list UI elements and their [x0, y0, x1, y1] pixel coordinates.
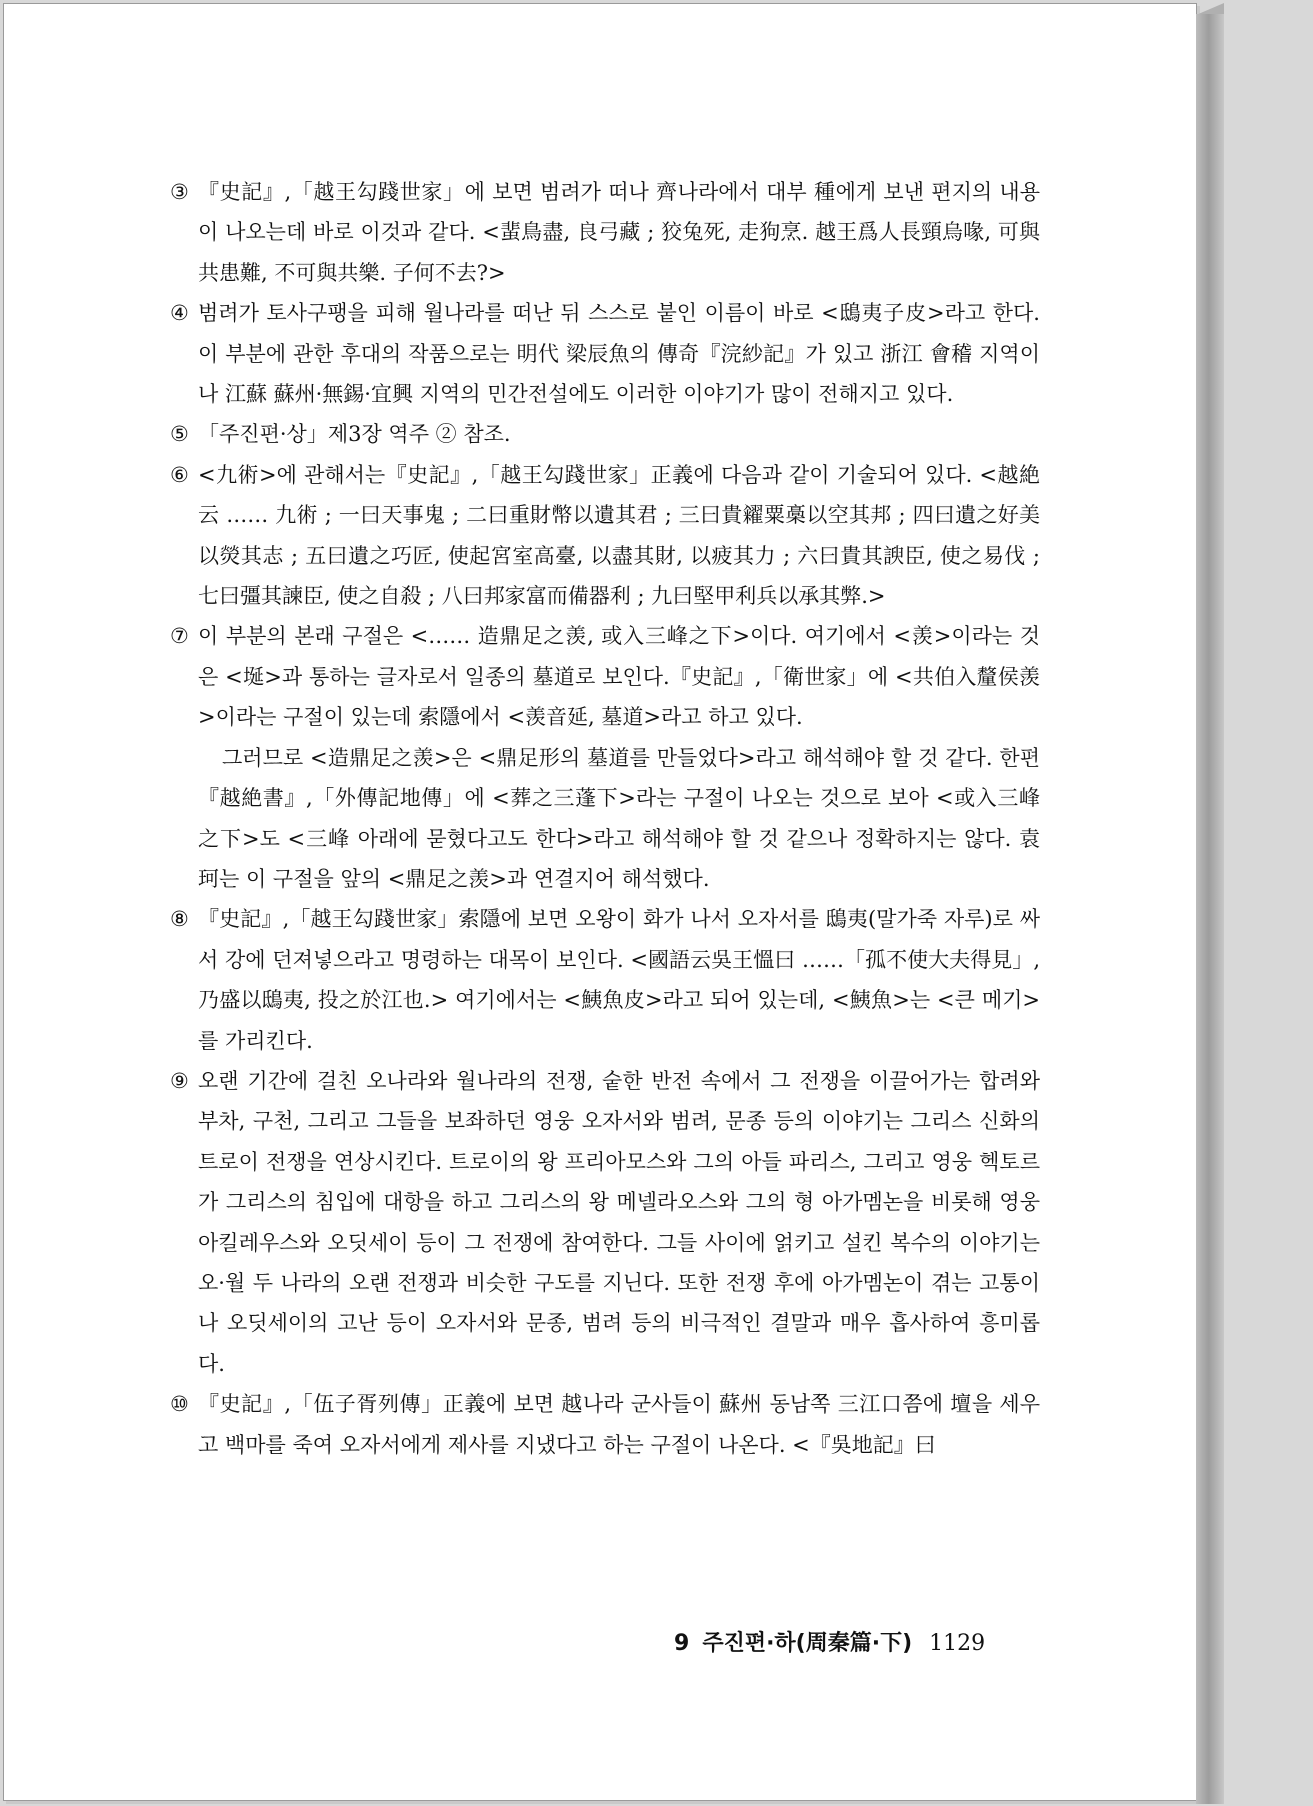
footnote-paragraph: 그러므로 <造鼎足之羡>은 <鼎足形의 墓道를 만들었다>라고 해석해야 할 것 같다. 한편『越絶書』,「外傳記地傳」에 <葬之三蓬下>라는 구절이 나오는 것으로 보아 <或入三峰之下>도 <三峰 아래에 묻혔다고도 한다>라고 해석해야 할 것 같으나 정확하지는 않다. 袁珂는 이 구절을 앞의 <鼎足之羡>과 연결지어 해석했다.: [198, 745, 1040, 891]
book-page: [3, 3, 1197, 1801]
footnote-4: [170, 293, 1040, 414]
footnote-8: [170, 899, 1040, 1061]
footnote-text: 범려가 토사구팽을 피해 월나라를 떠난 뒤 스스로 붙인 이름이 바로 <鴟夷子皮>라고 한다. 이 부분에 관한 후대의 작품으로는 明代 梁辰魚의 傳奇『浣紗記』가 있고 浙江 會稽 지역이나 江蘇 蘇州·無錫·宜興 지역의 민간전설에도 이러한 이야기가 많이 전해지고 있다.: [198, 301, 1040, 407]
footnote-paragraph: 이 부분의 본래 구절은 <…… 造鼎足之羡, 或入三峰之下>이다. 여기에서 <羡>이라는 것은 <埏>과 통하는 글자로서 일종의 墓道로 보인다.『史記』,「衛世家」에 <共伯入釐侯羡>이라는 구절이 있는데 索隱에서 <羡音延, 墓道>라고 하고 있다.: [198, 624, 1040, 730]
footnote-5: [170, 414, 1040, 454]
footnote-number: ⑩: [170, 1392, 189, 1417]
page-footer: [674, 1626, 985, 1657]
page-number: 1129: [929, 1631, 986, 1656]
footnote-9: [170, 1061, 1040, 1384]
footnote-number: ⑧: [170, 907, 189, 932]
footnote-3: [170, 172, 1040, 293]
footnote-number: ⑨: [170, 1068, 189, 1093]
footnote-number: ⑦: [170, 624, 189, 649]
chapter-title: 주진편·하(周秦篇·下): [702, 1631, 913, 1656]
footnote-text: <九術>에 관해서는『史記』,「越王勾踐世家」正義에 다음과 같이 기술되어 있다. <越絶云 …… 九術 ; 一曰天事鬼 ; 二曰重財幣以遺其君 ; 三曰貴糴粟槀以空其邦 ; 四曰遺之好美以熒其志 ; 五曰遺之巧匠, 使起宮室高臺, 以盡其財, 以疲其力 ; 六曰貴其諛臣, 使之易伐 ; 七曰彊其諫臣, 使之自殺 ; 八曰邦家富而備器利 ; 九曰堅甲利兵以承其弊.>: [198, 462, 1040, 609]
footnote-number: ③: [170, 180, 189, 204]
page-stack-edge: [1196, 14, 1224, 1804]
footnote-list: [170, 172, 1040, 1465]
chapter-number: 9: [674, 1631, 690, 1656]
footnote-text: 『史記』,「越王勾踐世家」索隱에 보면 오왕이 화가 나서 오자서를 鴟夷(말가죽 자루)로 싸서 강에 던져넣으라고 명령하는 대목이 보인다. <國語云吳王慍曰 ……「孤不使大夫得見」, 乃盛以鴟夷, 投之於江也.> 여기에서는 <鮧魚皮>라고 되어 있는데, <鮧魚>는 <큰 메기>를 가리킨다.: [198, 907, 1040, 1053]
footnote-text: 「주진편·상」제3장 역주 ② 참조.: [198, 422, 511, 447]
footnote-text: 오랜 기간에 걸친 오나라와 월나라의 전쟁, 숱한 반전 속에서 그 전쟁을 이끌어가는 합려와 부차, 구천, 그리고 그들을 보좌하던 영웅 오자서와 범려, 문종 등의 이야기는 그리스 신화의 트로이 전쟁을 연상시킨다. 트로이의 왕 프리아모스와 그의 아들 파리스, 그리고 영웅 헥토르가 그리스의 침입에 대항을 하고 그리스의 왕 메넬라오스와 그의 형 아가멤논을 비롯해 영웅 아킬레우스와 오딧세이 등이 그 전쟁에 참여한다. 그들 사이에 얽키고 설킨 복수의 이야기는 오·월 두 나라의 오랜 전쟁과 비슷한 구도를 지닌다. 또한 전쟁 후에 아가멤논이 겪는 고통이나 오딧세이의 고난 등이 오자서와 문종, 범려 등의 비극적인 결말과 매우 흡사하여 흥미롭다.: [198, 1068, 1040, 1376]
footnote-number: ④: [170, 301, 189, 326]
footnote-number: ⑤: [170, 422, 189, 447]
footnote-number: ⑥: [170, 462, 189, 487]
footnote-text: 『史記』,「伍子胥列傳」正義에 보면 越나라 군사들이 蘇州 동남쪽 三江口쯤에 壇을 세우고 백마를 죽여 오자서에게 제사를 지냈다고 하는 구절이 나온다. <『吳地記』曰: [198, 1392, 1040, 1457]
footnote-text: 『史記』,「越王勾踐世家」에 보면 범려가 떠나 齊나라에서 대부 種에게 보낸 편지의 내용이 나오는데 바로 이것과 같다. <蜚鳥盡, 良弓藏 ; 狡兔死, 走狗烹. 越王爲人長頸烏喙, 可與共患難, 不可與共樂. 子何不去?>: [198, 180, 1040, 285]
footnote-10: [170, 1384, 1040, 1465]
footnote-7: [170, 616, 1040, 899]
footnote-6: [170, 455, 1040, 617]
